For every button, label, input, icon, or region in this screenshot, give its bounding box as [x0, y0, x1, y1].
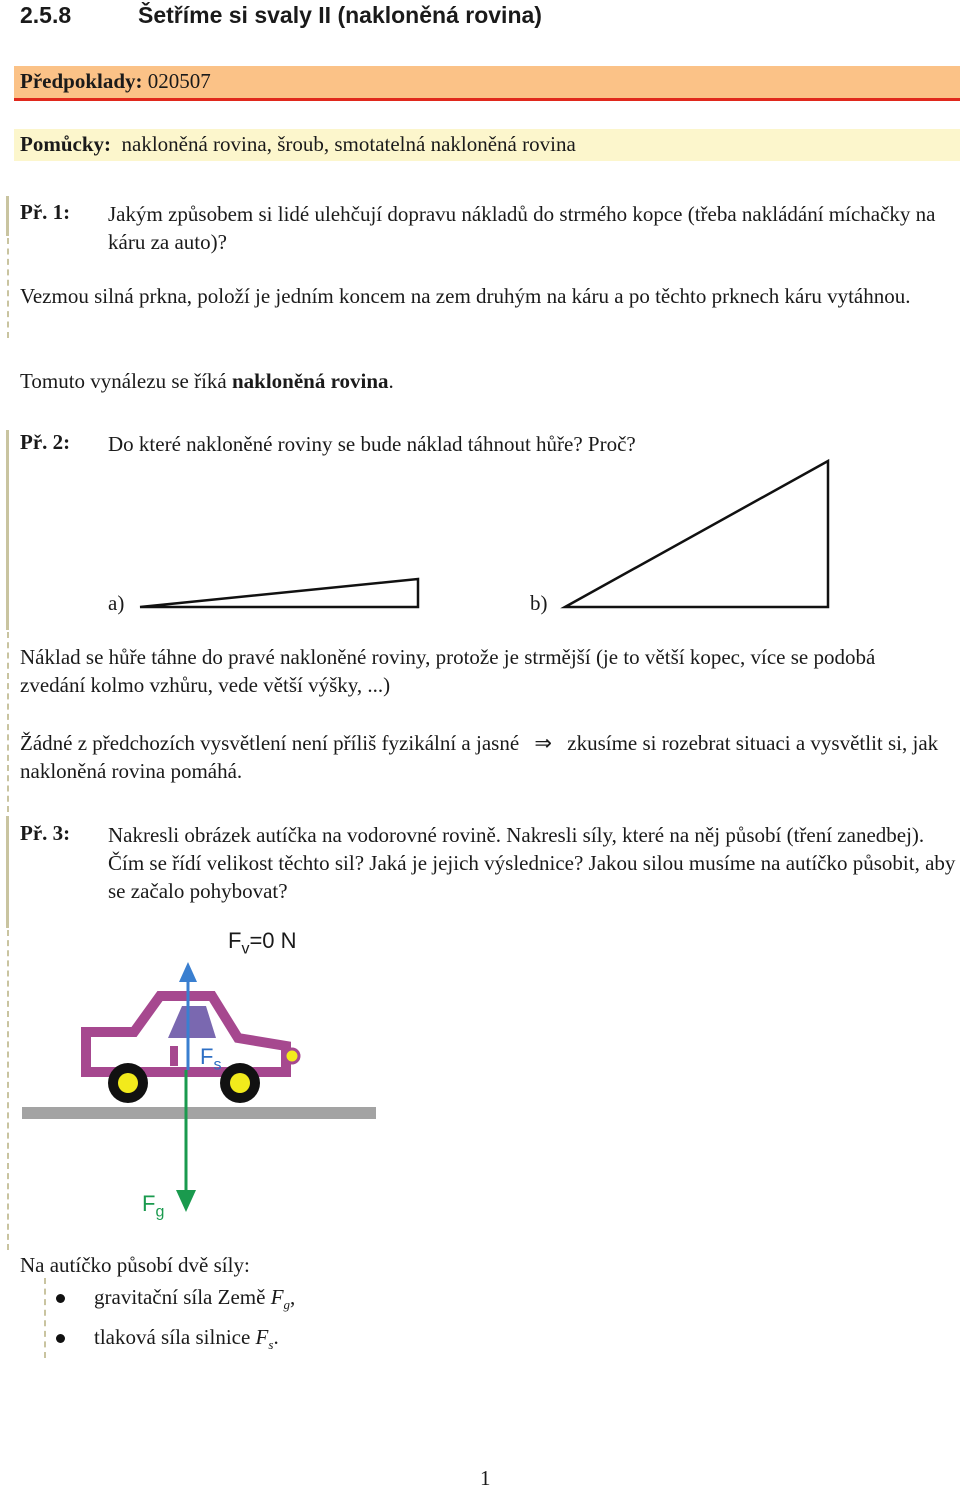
fg-subscript: g — [155, 1203, 165, 1221]
fv-subscript: v — [241, 940, 250, 958]
section-number: 2.5.8 — [20, 2, 72, 28]
force-fg-arrowhead — [176, 1190, 196, 1212]
ground — [22, 1107, 376, 1119]
example-2-label: Př. 2: — [20, 430, 71, 454]
margin-marker-dashed — [7, 238, 9, 338]
fs-symbol: F — [200, 1044, 214, 1069]
example-3-label: Př. 3: — [20, 821, 71, 845]
force-fs-label — [200, 1044, 221, 1074]
force2-text: tlaková síla silnice — [94, 1325, 256, 1349]
force-fs-arrowhead — [179, 962, 197, 982]
force-resultant-label — [228, 928, 297, 958]
inclined-planes-figure — [0, 455, 960, 620]
fs-subscript: s — [213, 1056, 222, 1074]
example-1-question: Jakým způsobem si lidé ulehčují dopravu nákladů do strmého kopce (třeba nakládání míchačky na káru za auto)? — [108, 202, 936, 254]
definition-suffix: . — [388, 369, 394, 393]
fv-value: =0 N — [249, 928, 297, 953]
tools-label: Pomůcky: — [20, 132, 111, 156]
margin-marker — [6, 196, 9, 236]
margin-marker-dashed — [44, 1278, 46, 1358]
force2-symbol: F — [255, 1325, 269, 1349]
bullet-icon — [56, 1334, 65, 1343]
gentle-incline — [140, 579, 418, 607]
car-forces-diagram — [0, 920, 420, 1230]
force1-symbol: F — [270, 1285, 284, 1309]
implies-icon: ⇒ — [534, 731, 553, 755]
margin-marker-dashed — [7, 632, 9, 812]
incline-a-label: a) — [108, 591, 125, 615]
steep-incline — [565, 461, 828, 607]
tools-value: nakloněná rovina, šroub, smotatelná nakloněná rovina — [121, 132, 576, 156]
margin-marker — [6, 816, 9, 928]
car-window — [168, 1006, 216, 1038]
wheel-rear-hub — [118, 1073, 138, 1093]
force1-subscript: g — [283, 1297, 291, 1313]
wheel-front-hub — [230, 1073, 250, 1093]
force1-text: gravitační síla Země — [94, 1285, 271, 1309]
forces-intro: Na autíčko působí dvě síly: — [20, 1253, 250, 1277]
conclusion-left: Žádné z předchozích vysvětlení není příliš fyzikální a jasné — [20, 731, 520, 755]
force2-subscript: s — [268, 1337, 274, 1353]
page-number: 1 — [480, 1466, 491, 1490]
example-2-question: Do které nakloněné roviny se bude náklad táhnout hůře? Proč? — [108, 432, 636, 456]
definition-prefix: Tomuto vynálezu se říká — [20, 369, 232, 393]
prerequisites-value: 020507 — [147, 69, 211, 93]
example-2-answer: Náklad se hůře táhne do pravé nakloněné roviny, protože je strmější (je to větší kopec, více se podobá zvedání kolmo vzhůru, vede větší výšky, ...) — [20, 645, 876, 697]
car-headlight — [285, 1049, 299, 1063]
force-fg-label — [142, 1191, 164, 1221]
bullet-icon — [56, 1294, 65, 1303]
example-1-answer: Vezmou silná prkna, položí je jedním koncem na zem druhým na káru a po těchto prknech káru vytáhnou. — [20, 284, 911, 308]
page-title — [20, 2, 542, 29]
definition-term: nakloněná rovina — [231, 369, 389, 393]
force1-end: , — [290, 1285, 296, 1309]
example-1-label: Př. 1: — [20, 200, 71, 224]
tools-bar — [14, 129, 960, 161]
door-handle — [170, 1046, 178, 1066]
fg-symbol: F — [142, 1191, 156, 1216]
prerequisites-bar — [14, 66, 960, 101]
inclined-plane-definition — [20, 367, 940, 395]
incline-b-label: b) — [530, 591, 548, 615]
force2-end: . — [273, 1325, 279, 1349]
example-2-conclusion — [20, 729, 940, 785]
section-title: Šetříme si svaly II (nakloněná rovina) — [138, 2, 542, 28]
fv-symbol: F — [228, 928, 242, 953]
conclusion-right: zkusíme si rozebrat situaci a vysvětlit si, jak nakloněná rovina pomáhá. — [20, 731, 939, 783]
example-3-question: Nakresli obrázek autíčka na vodorovné rovině. Nakresli síly, které na něj působí (tření zanedbej). Čím se řídí velikost těchto sil? Jaká je jejich výslednice? Jakou silou musíme na autíčko působit, aby se začalo pohybovat? — [108, 823, 956, 903]
prerequisites-label: Předpoklady: — [20, 69, 143, 93]
